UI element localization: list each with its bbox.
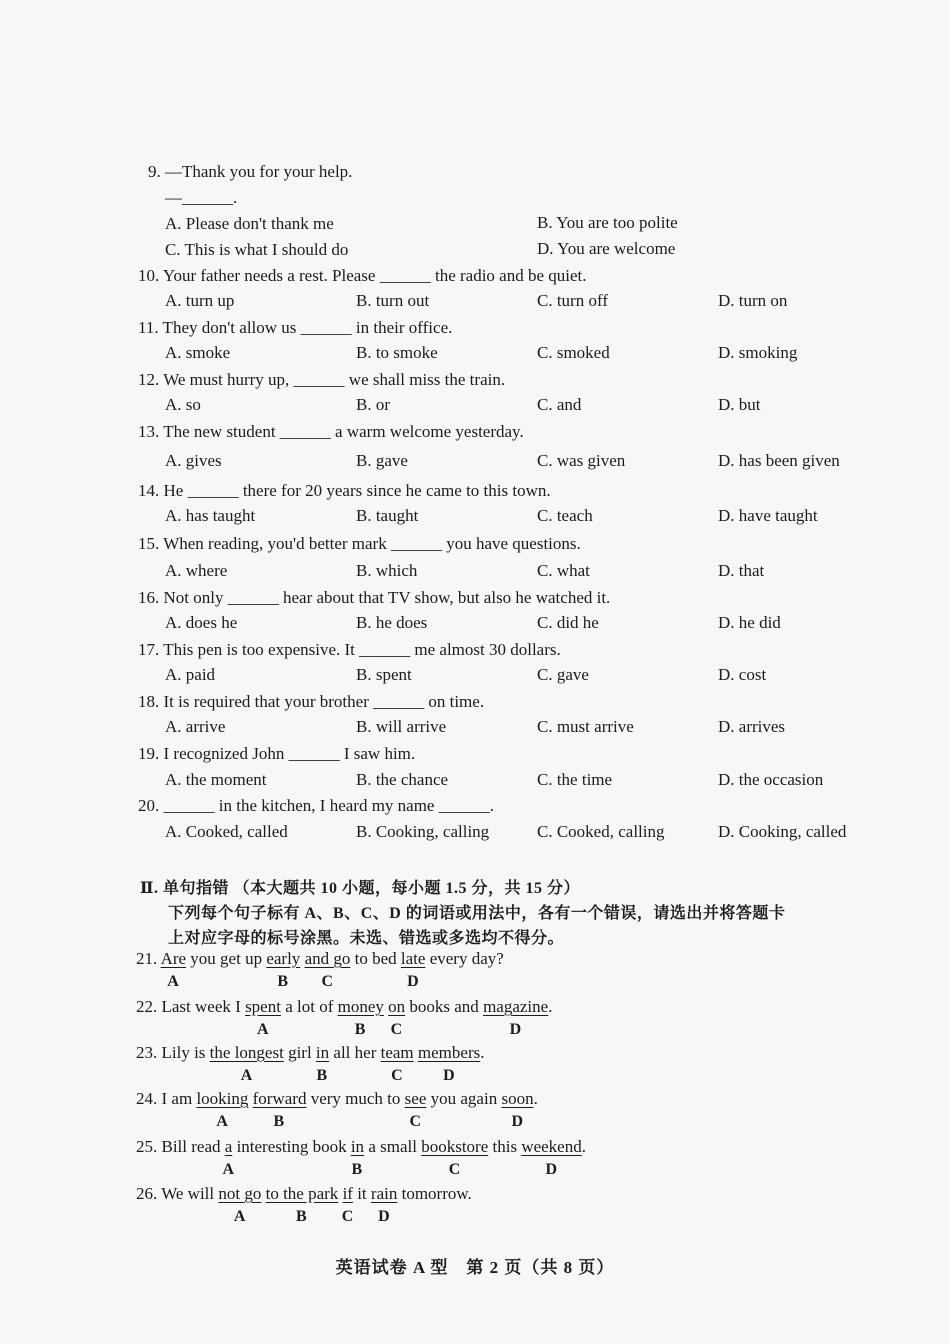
underlined-segment: team <box>380 1043 414 1062</box>
underlined-segment: spent <box>245 997 281 1016</box>
option-a: A. turn up <box>165 291 235 310</box>
error-option-marker: D <box>407 973 419 990</box>
option-c: C. This is what I should do <box>165 240 349 259</box>
option-a: A. does he <box>165 613 238 632</box>
sentence-text: this <box>488 1137 522 1156</box>
option-b: B. turn out <box>356 291 430 310</box>
underlined-segment: members <box>417 1043 481 1062</box>
option-b: B. will arrive <box>356 717 447 736</box>
sentence-text: books and <box>405 997 484 1016</box>
error-option-marker: C <box>448 1161 461 1178</box>
error-option-marker: A <box>167 973 179 990</box>
error-option-marker: A <box>257 1021 269 1038</box>
option-d: D. cost <box>718 665 767 684</box>
option-a: A. Please don't thank me <box>165 214 334 233</box>
option-d: D. arrives <box>718 717 786 736</box>
error-option-marker: D <box>378 1208 390 1225</box>
option-c: C. did he <box>537 613 599 632</box>
sentence-text: tomorrow. <box>397 1184 472 1203</box>
sentence-text: 22. Last week I <box>136 997 246 1016</box>
error-option-marker: C <box>409 1113 422 1130</box>
question-stem: 10. Your father needs a rest. Please ______ the radio and be quiet. <box>138 266 587 285</box>
error-option-marker: A <box>216 1113 228 1130</box>
page-footer: 英语试卷 A 型 第 2 页（共 8 页） <box>335 1258 615 1277</box>
sentence-text: 24. I am <box>136 1089 197 1108</box>
underlined-segment: on <box>388 997 406 1016</box>
sentence-text: interesting book <box>232 1137 351 1156</box>
sentence-text: 25. Bill read <box>136 1137 225 1156</box>
error-sentence <box>136 1184 472 1204</box>
question-stem: 16. Not only ______ hear about that TV show, but also he watched it. <box>138 588 611 607</box>
question-stem: 13. The new student ______ a warm welcome yesterday. <box>138 422 524 441</box>
sentence-text: a small <box>364 1137 422 1156</box>
option-c: C. what <box>537 561 590 580</box>
underlined-segment: in <box>315 1043 330 1062</box>
question-stem: 20. ______ in the kitchen, I heard my name ______. <box>138 796 494 815</box>
sentence-text: . <box>480 1043 485 1062</box>
error-option-marker: B <box>354 1021 366 1038</box>
sentence-text: 21. <box>136 949 161 968</box>
option-a: A. arrive <box>165 717 226 736</box>
option-b: B. taught <box>356 506 419 525</box>
option-b: B. Cooking, calling <box>356 822 490 841</box>
underlined-segment: soon <box>501 1089 534 1108</box>
error-option-marker: A <box>240 1067 253 1084</box>
option-b: B. gave <box>356 451 408 470</box>
sentence-text: a lot of <box>280 997 338 1016</box>
question-stem: 19. I recognized John ______ I saw him. <box>138 744 416 763</box>
error-option-marker: D <box>545 1161 558 1178</box>
sentence-text: you again <box>426 1089 502 1108</box>
sentence-text: girl <box>283 1043 316 1062</box>
sentence-text: it <box>352 1184 371 1203</box>
error-option-marker: C <box>341 1208 354 1225</box>
question-stem: 14. He ______ there for 20 years since he came to this town. <box>138 481 551 500</box>
option-c: C. the time <box>537 770 613 789</box>
option-a: A. the moment <box>165 770 267 789</box>
option-b: B. You are too polite <box>537 213 678 232</box>
error-sentence <box>136 997 552 1017</box>
option-a: A. has taught <box>165 506 256 525</box>
underlined-segment: the longest <box>209 1043 284 1062</box>
error-option-marker: A <box>222 1161 235 1178</box>
option-d: D. Cooking, called <box>718 822 847 841</box>
underlined-segment: bookstore <box>421 1137 489 1156</box>
option-d: D. he did <box>718 613 781 632</box>
option-d: D. the occasion <box>718 770 824 789</box>
underlined-segment: late <box>400 949 426 968</box>
option-b: B. which <box>356 561 418 580</box>
error-option-marker: C <box>391 1067 403 1084</box>
underlined-segment: early <box>266 949 301 968</box>
underlined-segment: a <box>224 1137 233 1156</box>
option-d: D. has been given <box>718 451 840 470</box>
error-option-marker: C <box>390 1021 403 1038</box>
underlined-segment: to the park <box>265 1184 339 1203</box>
question-stem: 17. This pen is too expensive. It ______ me almost 30 dollars. <box>138 640 561 659</box>
section-title: Ⅱ. 单句指错 （本大题共 10 小题，每小题 1.5 分，共 15 分） <box>140 880 580 897</box>
error-sentence <box>136 1089 538 1109</box>
option-c: C. teach <box>537 506 593 525</box>
error-sentence <box>136 1043 484 1063</box>
option-d: D. but <box>718 395 761 414</box>
option-c: C. gave <box>537 665 589 684</box>
error-option-marker: B <box>295 1208 307 1225</box>
option-b: B. to smoke <box>356 343 438 362</box>
question-stem: 15. When reading, you'd better mark ______ you have questions. <box>138 534 581 553</box>
underlined-segment: if <box>342 1184 353 1203</box>
underlined-segment: Are <box>160 949 187 968</box>
option-a: A. Cooked, called <box>165 822 288 841</box>
sentence-text: all her <box>329 1043 381 1062</box>
sentence-text: every day? <box>425 949 504 968</box>
option-c: C. was given <box>537 451 626 470</box>
option-c: C. Cooked, calling <box>537 822 665 841</box>
error-option-marker: B <box>316 1067 328 1084</box>
option-c: C. smoked <box>537 343 610 362</box>
option-a: A. where <box>165 561 228 580</box>
underlined-segment: and go <box>304 949 351 968</box>
question-stem: 9. —Thank you for your help. <box>148 162 353 181</box>
option-d: D. have taught <box>718 506 818 525</box>
underlined-segment: not go <box>218 1184 262 1203</box>
option-d: D. You are welcome <box>537 239 676 258</box>
sentence-text: . <box>533 1089 538 1108</box>
option-d: D. that <box>718 561 765 580</box>
error-option-marker: D <box>443 1067 455 1084</box>
underlined-segment: magazine <box>483 997 549 1016</box>
error-option-marker: B <box>277 973 288 990</box>
option-c: C. turn off <box>537 291 608 310</box>
option-c: C. must arrive <box>537 717 634 736</box>
option-a: A. smoke <box>165 343 231 362</box>
option-d: D. turn on <box>718 291 788 310</box>
error-option-marker: B <box>273 1113 285 1130</box>
option-a: A. gives <box>165 451 222 470</box>
option-b: B. spent <box>356 665 412 684</box>
option-d: D. smoking <box>718 343 798 362</box>
error-option-marker: D <box>509 1021 522 1038</box>
sentence-text: very much to <box>306 1089 405 1108</box>
underlined-segment: in <box>350 1137 365 1156</box>
option-c: C. and <box>537 395 582 414</box>
underlined-segment: looking <box>196 1089 249 1108</box>
option-a: A. paid <box>165 665 216 684</box>
sentence-text: to bed <box>350 949 401 968</box>
sentence-text: . <box>581 1137 586 1156</box>
sentence-text: 26. We will <box>136 1184 219 1203</box>
question-stem: 11. They don't allow us ______ in their office. <box>138 318 453 337</box>
underlined-segment: weekend <box>521 1137 582 1156</box>
option-b: B. the chance <box>356 770 449 789</box>
error-option-marker: C <box>321 973 334 990</box>
question-stem: 12. We must hurry up, ______ we shall miss the train. <box>138 370 506 389</box>
section-instructions-line2: 上对应字母的标号涂黑。未选、错选或多选均不得分。 <box>168 930 565 947</box>
error-sentence <box>136 949 504 969</box>
underlined-segment: forward <box>252 1089 307 1108</box>
underlined-segment: rain <box>370 1184 398 1203</box>
underlined-segment: money <box>337 997 384 1016</box>
sentence-text: 23. Lily is <box>136 1043 210 1062</box>
section-instructions-line1: 下列每个句子标有 A、B、C、D 的词语或用法中，各有一个错误，请选出并将答题卡 <box>168 905 786 922</box>
option-a: A. so <box>165 395 201 414</box>
error-sentence <box>136 1137 586 1157</box>
error-option-marker: D <box>511 1113 524 1130</box>
sentence-text: you get up <box>186 949 267 968</box>
option-b: B. or <box>356 395 390 414</box>
question-stem: 18. It is required that your brother ______ on time. <box>138 692 485 711</box>
sentence-text: . <box>548 997 553 1016</box>
error-option-marker: B <box>351 1161 363 1178</box>
underlined-segment: see <box>404 1089 427 1108</box>
option-b: B. he does <box>356 613 428 632</box>
error-option-marker: A <box>233 1208 246 1225</box>
question-stem-reply: —______. <box>165 188 238 207</box>
